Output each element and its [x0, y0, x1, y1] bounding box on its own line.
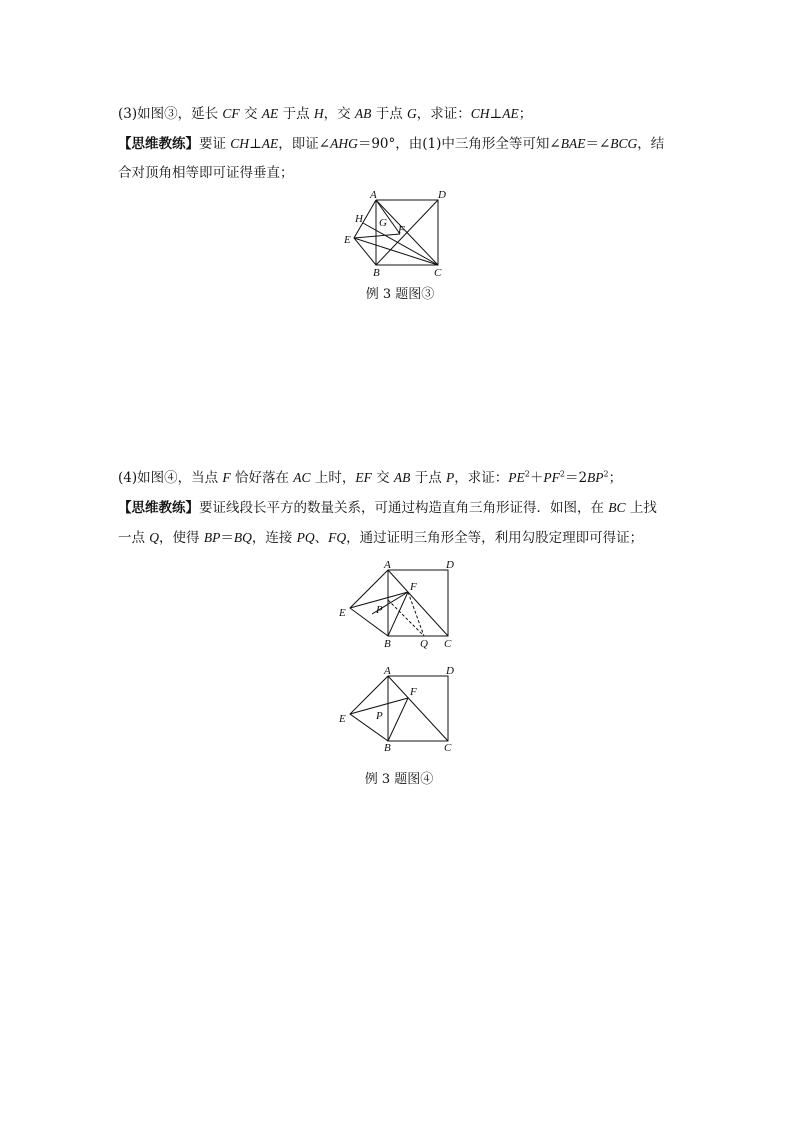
label-Q: Q: [420, 638, 428, 650]
label-F: F: [410, 686, 417, 698]
figure-4a: [336, 558, 461, 652]
label-B: B: [373, 267, 380, 278]
label-A: A: [384, 559, 391, 571]
label-C: C: [444, 638, 452, 650]
figure-3: [340, 188, 450, 278]
hint-tag: 【思维教练】: [118, 136, 199, 152]
label-G: G: [379, 217, 387, 229]
problem-4-statement: (4)如图④，当点 F 恰好落在 AC 上时，EF 交 AB 于点 P，求证：$PE^2+PF^2=2BP^2$；: [118, 469, 623, 486]
hint-tag: 【思维教练】: [118, 500, 199, 516]
label-B: B: [384, 638, 391, 650]
label-F: F: [398, 224, 405, 236]
figure-3-caption: 例 3 题图③: [365, 287, 435, 302]
problem-4-hint-line-2: 一点 Q，使得 BP＝BQ，连接 PQ、FQ，通过证明三角形全等，利用勾股定理即可得证；: [118, 530, 644, 546]
problem-3-hint-line-2: 合对顶角相等即可证得垂直；: [118, 165, 294, 181]
label-D: D: [446, 665, 454, 677]
label-H: H: [355, 213, 363, 225]
label-A: A: [384, 665, 391, 677]
label-E: E: [339, 607, 346, 619]
figure-4b: [336, 664, 461, 756]
figure-4-caption: 例 3 题图④: [364, 772, 434, 787]
label-C: C: [434, 267, 442, 278]
problem-3-hint-line-1: 【思维教练】要证 CH⊥AE，即证∠AHG＝90°，由(1)中三角形全等可知∠BAE＝∠BCG，结: [118, 136, 665, 152]
label-E: E: [339, 713, 346, 725]
label-P: P: [376, 604, 383, 616]
label-E: E: [344, 234, 351, 246]
label-F: F: [410, 581, 417, 593]
label-D: D: [446, 559, 454, 571]
label-A: A: [370, 189, 377, 201]
label-B: B: [384, 742, 391, 754]
label-D: D: [438, 189, 446, 201]
problem-3-statement: (3)如图③，延长 CF 交 AE 于点 H，交 AB 于点 G，求证：CH⊥AE；: [118, 106, 533, 122]
label-P: P: [376, 710, 383, 722]
label-C: C: [444, 742, 452, 754]
problem-4-hint-line-1: 【思维教练】要证线段长平方的数量关系，可通过构造直角三角形证得．如图，在 BC 上找: [118, 500, 657, 516]
